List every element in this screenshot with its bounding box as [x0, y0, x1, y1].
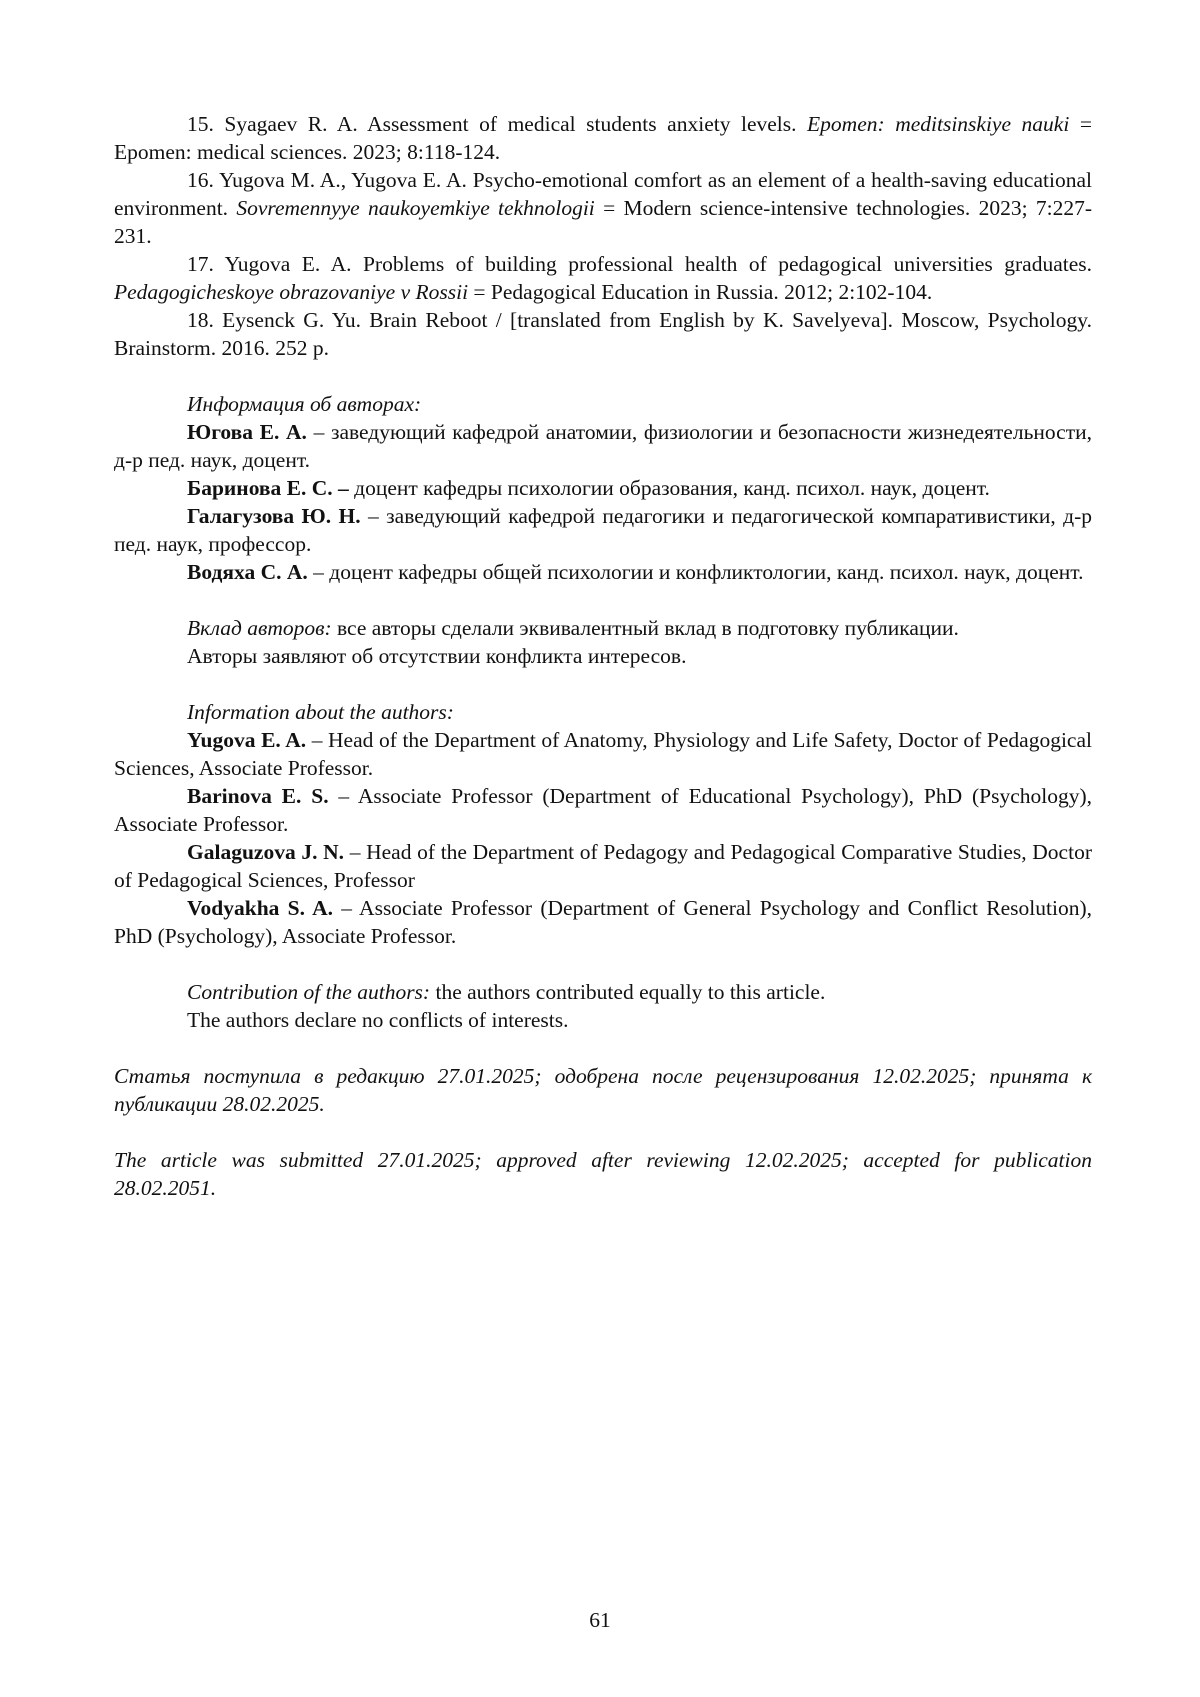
authors-ru-heading: Информация об авторах:	[187, 392, 422, 416]
reference-15: 15. Syagaev R. A. Assessment of medical students anxiety levels. Epomen: meditsinskiye nauki = Epomen: medical sciences. 2023; 8:118-124.	[114, 112, 1092, 164]
journal-title: Epomen: meditsinskiye nauki	[807, 112, 1070, 136]
author-name: Баринова Е. С. –	[187, 476, 349, 500]
contribution-ru-line: Вклад авторов: все авторы сделали эквивалентный вклад в подготовку публикации.	[187, 616, 959, 640]
contribution-ru	[114, 614, 1092, 670]
author-name: Водяха С. А.	[187, 560, 308, 584]
author-ru-1: Югова Е. А. – заведующий кафедрой анатомии, физиологии и безопасности жизнедеятельности, д-р пед. наук, доцент.	[114, 420, 1092, 472]
reference-18: 18. Eysenck G. Yu. Brain Reboot / [translated from English by K. Savelyeva]. Moscow, Psychology. Brainstorm. 2016. 252 p.	[114, 308, 1092, 360]
author-name: Галагузова Ю. Н.	[187, 504, 361, 528]
contribution-label: Contribution of the authors:	[187, 980, 431, 1004]
contribution-label: Вклад авторов:	[187, 616, 332, 640]
journal-title: Pedagogicheskoye obrazovaniye v Rossii	[114, 280, 469, 304]
author-en-4: Vodyakha S. A. – Associate Professor (Department of General Psychology and Conflict Resolution), PhD (Psychology), Associate Professor.	[114, 896, 1092, 948]
spacer	[114, 362, 1092, 390]
author-ru-2: Баринова Е. С. – доцент кафедры психологии образования, канд. психол. наук, доцент.	[187, 476, 990, 500]
author-name: Югова Е. А.	[187, 420, 307, 444]
spacer	[114, 1034, 1092, 1062]
page-content	[114, 110, 1092, 1202]
author-name: Vodyakha S. A.	[187, 896, 333, 920]
contribution-en	[114, 978, 1092, 1034]
author-name: Galaguzova J. N.	[187, 840, 345, 864]
dates-en: The article was submitted 27.01.2025; approved after reviewing 12.02.2025; accepted for publication 28.02.2051.	[114, 1148, 1092, 1200]
spacer	[114, 586, 1092, 614]
author-name: Yugova E. A.	[187, 728, 307, 752]
reference-16: 16. Yugova M. A., Yugova E. A. Psycho-emotional comfort as an element of a health-saving educational environment. Sovremennyye naukoyemkiye tekhnologii = Modern science-intensive technologies. 2023; 7:227-231.	[114, 168, 1092, 248]
author-ru-4: Водяха С. А. – доцент кафедры общей психологии и конфликтологии, канд. психол. наук, доцент.	[187, 560, 1084, 584]
journal-title: Sovremennyye naukoyemkiye tekhnologii	[236, 196, 595, 220]
spacer	[114, 950, 1092, 978]
authors-en-heading: Information about the authors:	[187, 700, 454, 724]
reference-17: 17. Yugova E. A. Problems of building professional health of pedagogical universities graduates. Pedagogicheskoye obrazovaniye v Rossii = Pedagogical Education in Russia. 2012; 2:102-104.	[114, 252, 1092, 304]
author-en-1: Yugova E. A. – Head of the Department of Anatomy, Physiology and Life Safety, Doctor of Pedagogical Sciences, Associate Professor.	[114, 728, 1092, 780]
page-number: 61	[589, 1608, 611, 1632]
author-en-3: Galaguzova J. N. – Head of the Department of Pedagogy and Pedagogical Comparative Studies, Doctor of Pedagogical Sciences, Professor	[114, 840, 1092, 892]
author-en-2: Barinova E. S. – Associate Professor (Department of Educational Psychology), PhD (Psychology), Associate Professor.	[114, 784, 1092, 836]
dates-ru: Статья поступила в редакцию 27.01.2025; одобрена после рецензирования 12.02.2025; принята к публикации 28.02.2025.	[114, 1064, 1092, 1116]
author-name: Barinova E. S.	[187, 784, 329, 808]
spacer	[114, 670, 1092, 698]
conflict-ru-line: Авторы заявляют об отсутствии конфликта интересов.	[187, 644, 687, 668]
conflict-en-line: The authors declare no conflicts of interests.	[187, 1008, 569, 1032]
author-ru-3: Галагузова Ю. Н. – заведующий кафедрой педагогики и педагогической компаративистики, д-р пед. наук, профессор.	[114, 504, 1092, 556]
spacer	[114, 1118, 1092, 1146]
contribution-en-line: Contribution of the authors: the authors contributed equally to this article.	[187, 980, 826, 1004]
